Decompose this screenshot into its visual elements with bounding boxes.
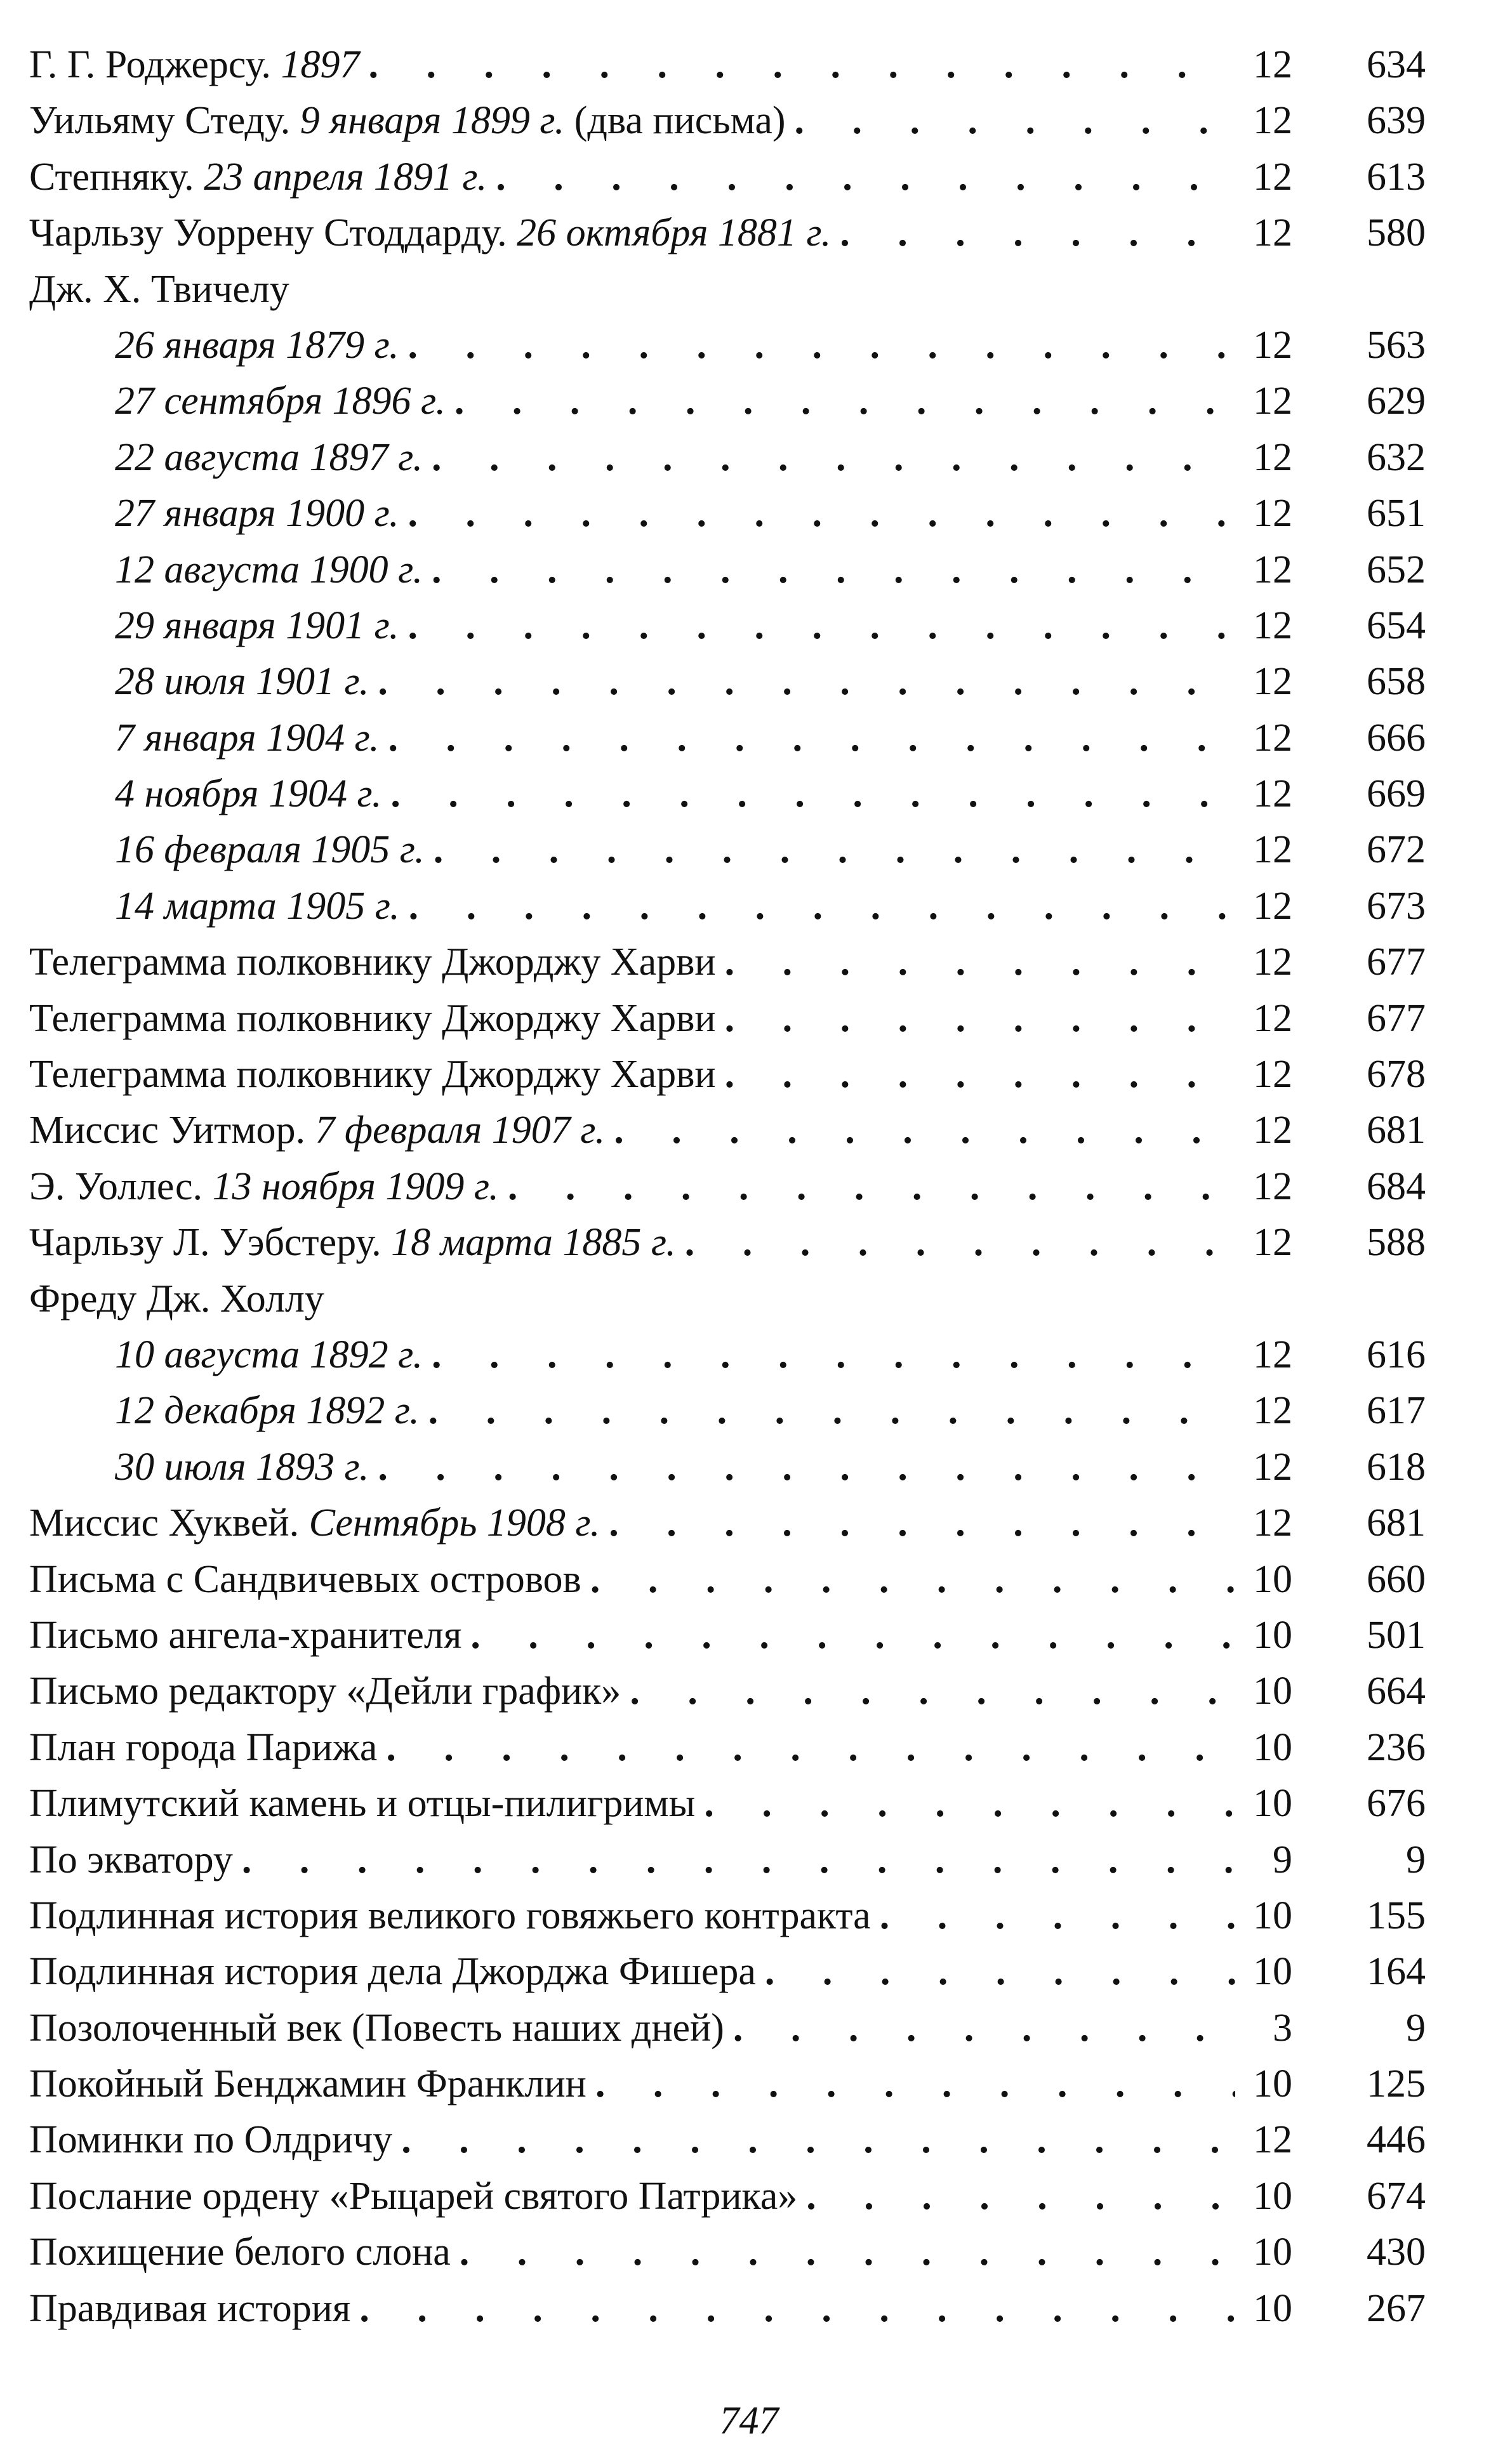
- entry-date: 12 декабря 1892 г.: [115, 1389, 420, 1433]
- entry-name: Э. Уоллес.: [29, 1164, 213, 1208]
- index-entry: [29, 2112, 1426, 2168]
- index-entry: [29, 1495, 1426, 1551]
- dot-leader: [600, 1495, 1235, 1551]
- volume-number: 12: [1253, 323, 1292, 367]
- page-reference: 9: [1406, 1838, 1426, 1881]
- page-reference: 580: [1367, 211, 1426, 255]
- index-entry: [29, 1383, 1426, 1439]
- page-reference: 588: [1367, 1221, 1426, 1265]
- entry-title: [115, 1383, 420, 1439]
- volume-number: 12: [1253, 1053, 1292, 1097]
- dot-leader: [446, 373, 1235, 429]
- index-entry: [29, 2168, 1426, 2224]
- entry-date: 4 ноября 1904 г.: [115, 772, 382, 816]
- dot-leader: [451, 2224, 1235, 2280]
- entry-title: [115, 317, 399, 373]
- dot-leader: [676, 1215, 1235, 1270]
- dot-leader: [461, 1607, 1235, 1663]
- page-reference: 430: [1367, 2230, 1426, 2274]
- page-reference: 613: [1367, 155, 1426, 199]
- entry-title: [115, 822, 425, 878]
- entry-title: [115, 1327, 423, 1383]
- dot-leader: [400, 878, 1235, 934]
- index-entry: [29, 93, 1426, 148]
- page-reference: 654: [1367, 603, 1426, 647]
- entry-date: 12 августа 1900 г.: [115, 548, 423, 591]
- dot-leader: [392, 2112, 1235, 2168]
- dot-leader: [399, 485, 1235, 541]
- page-reference: 678: [1367, 1053, 1426, 1097]
- entry-name: Плимутский камень и отцы-пилигримы: [29, 1782, 696, 1826]
- entry-date: 9 января 1899 г.: [300, 99, 565, 143]
- entry-date: 27 января 1900 г.: [115, 492, 399, 536]
- page-reference: 660: [1367, 1557, 1426, 1601]
- volume-number: 10: [1253, 1782, 1292, 1826]
- volume-number: 12: [1253, 603, 1292, 647]
- volume-number: 12: [1253, 379, 1292, 423]
- entry-name: Похищение белого слона: [29, 2230, 451, 2274]
- page-reference: 681: [1367, 1109, 1426, 1152]
- volume-number: 12: [1253, 660, 1292, 704]
- index-entry: [29, 485, 1426, 541]
- entry-date: 1897: [281, 43, 360, 86]
- volume-number: 12: [1253, 211, 1292, 255]
- volume-number: 12: [1253, 1445, 1292, 1489]
- index-entry: [29, 542, 1426, 598]
- entry-name: Степняку.: [29, 155, 204, 199]
- dot-leader: [871, 1888, 1235, 1944]
- entry-name: Покойный Бенджамин Франклин: [29, 2062, 587, 2106]
- index-entry: [29, 1832, 1426, 1888]
- entry-title: [115, 710, 379, 766]
- dot-leader: [605, 1102, 1235, 1158]
- volume-number: 9: [1273, 1838, 1292, 1881]
- volume-number: 10: [1253, 2230, 1292, 2274]
- page-reference: 669: [1367, 772, 1426, 816]
- dot-leader: [621, 1663, 1235, 1719]
- dot-leader: [423, 542, 1235, 598]
- page-reference: 639: [1367, 99, 1426, 143]
- page-reference: 632: [1367, 435, 1426, 479]
- index-entry: [29, 1944, 1426, 2000]
- entry-name: По экватору: [29, 1838, 233, 1881]
- index-entry: [29, 430, 1426, 485]
- entry-name: Письмо редактору «Дейли график»: [29, 1670, 621, 1713]
- volume-number: 10: [1253, 1613, 1292, 1657]
- index-entry: [29, 37, 1426, 93]
- entry-title: [29, 37, 359, 93]
- page-reference: 681: [1367, 1501, 1426, 1545]
- volume-number: 3: [1273, 2006, 1292, 2050]
- dot-leader: [423, 430, 1235, 485]
- volume-number: 10: [1253, 1725, 1292, 1769]
- index-entry: [29, 654, 1426, 709]
- entry-title: [115, 373, 446, 429]
- entry-date: 26 января 1879 г.: [115, 323, 399, 367]
- volume-number: 12: [1253, 1109, 1292, 1152]
- dot-leader: [233, 1832, 1235, 1888]
- entry-name: Правдивая история: [29, 2286, 351, 2330]
- page-reference: 677: [1367, 996, 1426, 1040]
- index-entry: [29, 878, 1426, 934]
- index-entry: [29, 149, 1426, 205]
- volume-number: 12: [1253, 2118, 1292, 2162]
- entry-title: [29, 2056, 587, 2112]
- entry-title: [29, 934, 716, 990]
- entry-title: [29, 1271, 324, 1327]
- entry-title: [29, 1495, 600, 1551]
- entry-title: [29, 1215, 676, 1270]
- volume-number: 12: [1253, 99, 1292, 143]
- entry-date: 26 октября 1881 г.: [517, 211, 832, 255]
- index-entry: [29, 1327, 1426, 1383]
- dot-leader: [756, 1944, 1235, 2000]
- page-reference: 155: [1367, 1894, 1426, 1937]
- entry-title: [29, 1046, 716, 1102]
- page-reference: 629: [1367, 379, 1426, 423]
- page-reference: 676: [1367, 1782, 1426, 1826]
- entry-name: Миссис Хуквей.: [29, 1501, 309, 1545]
- volume-number: 12: [1253, 716, 1292, 760]
- entry-title: [29, 1159, 499, 1215]
- page-reference: 652: [1367, 548, 1426, 591]
- volume-number: 12: [1253, 435, 1292, 479]
- entry-title: [29, 1663, 621, 1719]
- entry-title: [29, 1888, 871, 1944]
- entry-title: [29, 2224, 451, 2280]
- index-entry: [29, 1271, 1426, 1327]
- entry-name: Телеграмма полковнику Джорджу Харви: [29, 1053, 716, 1097]
- entry-title: [29, 1944, 756, 2000]
- volume-number: 12: [1253, 155, 1292, 199]
- entry-name: Чарльзу Уоррену Стоддарду.: [29, 211, 517, 255]
- entry-date: Сентябрь 1908 г.: [308, 1501, 600, 1545]
- volume-number: 12: [1253, 940, 1292, 984]
- index-entry: [29, 317, 1426, 373]
- index-entry: [29, 2000, 1426, 2056]
- page-reference: 674: [1367, 2174, 1426, 2218]
- volume-number: 10: [1253, 2286, 1292, 2330]
- index-entry: [29, 1888, 1426, 1944]
- entry-name: Послание ордену «Рыцарей святого Патрика»: [29, 2174, 798, 2218]
- index-entry: [29, 1720, 1426, 1776]
- volume-number: 10: [1253, 2062, 1292, 2106]
- volume-number: 12: [1253, 828, 1292, 872]
- volume-number: 12: [1253, 1164, 1292, 1208]
- entry-name: Письмо ангела-хранителя: [29, 1613, 462, 1657]
- index-entry: [29, 2224, 1426, 2280]
- entry-date: 29 января 1901 г.: [115, 603, 399, 647]
- entry-title: [29, 1720, 377, 1776]
- volume-number: 10: [1253, 1950, 1292, 1994]
- entry-name: Уильяму Стеду.: [29, 99, 300, 143]
- entry-title: [29, 1832, 233, 1888]
- volume-number: 12: [1253, 1501, 1292, 1545]
- entry-title: [29, 2112, 392, 2168]
- index-entry: [29, 1102, 1426, 1158]
- page-reference: 664: [1367, 1670, 1426, 1713]
- index-entry: [29, 598, 1426, 654]
- entry-title: [115, 485, 399, 541]
- page-reference: 684: [1367, 1164, 1426, 1208]
- entry-title: [29, 205, 831, 261]
- entry-name: Письма с Сандвичевых островов: [29, 1557, 581, 1601]
- entry-date: 13 ноября 1909 г.: [212, 1164, 499, 1208]
- entry-date: 7 февраля 1907 г.: [315, 1109, 606, 1152]
- dot-leader: [369, 654, 1235, 709]
- entry-title: [29, 1776, 695, 1831]
- dot-leader: [359, 37, 1235, 93]
- index-entry-list: [29, 37, 1426, 2336]
- index-entry: [29, 1215, 1426, 1270]
- page-reference: 651: [1367, 492, 1426, 536]
- entry-name: Подлинная история великого говяжьего контракта: [29, 1894, 871, 1937]
- entry-date: 7 января 1904 г.: [115, 716, 380, 760]
- entry-date: 23 апреля 1891 г.: [204, 155, 487, 199]
- page-reference: 677: [1367, 940, 1426, 984]
- page-reference: 666: [1367, 716, 1426, 760]
- dot-leader: [423, 1327, 1235, 1383]
- entry-title: [29, 93, 786, 148]
- page-reference: 267: [1367, 2286, 1426, 2330]
- dot-leader: [716, 934, 1235, 990]
- dot-leader: [581, 1552, 1235, 1607]
- entry-date: 22 августа 1897 г.: [115, 435, 423, 479]
- entry-title: [115, 878, 400, 934]
- page-reference: 9: [1406, 2006, 1426, 2050]
- entry-title: [29, 1102, 605, 1158]
- volume-number: 10: [1253, 1894, 1292, 1937]
- page-reference: 618: [1367, 1445, 1426, 1489]
- page-reference: 634: [1367, 43, 1426, 86]
- entry-name: Фреду Дж. Холлу: [29, 1277, 324, 1321]
- dot-leader: [499, 1159, 1235, 1215]
- dot-leader: [399, 598, 1235, 654]
- volume-number: 10: [1253, 1557, 1292, 1601]
- volume-number: 10: [1253, 1670, 1292, 1713]
- page-reference: 658: [1367, 660, 1426, 704]
- dot-leader: [786, 93, 1235, 148]
- index-entry: [29, 1607, 1426, 1663]
- entry-title: [29, 149, 487, 205]
- dot-leader: [716, 991, 1235, 1046]
- page-reference: 617: [1367, 1389, 1426, 1433]
- index-entry: [29, 261, 1426, 317]
- page-reference: 672: [1367, 828, 1426, 872]
- entry-date: 14 марта 1905 г.: [115, 884, 400, 928]
- entry-date: 27 сентября 1896 г.: [115, 379, 446, 423]
- index-entry: [29, 2281, 1426, 2336]
- index-entry: [29, 991, 1426, 1046]
- entry-title: [115, 654, 369, 709]
- entry-title: [29, 1607, 461, 1663]
- dot-leader: [425, 822, 1235, 878]
- entry-name: Дж. X. Твичелу: [29, 267, 289, 311]
- page-reference: 673: [1367, 884, 1426, 928]
- index-entry: [29, 766, 1426, 822]
- dot-leader: [797, 2168, 1235, 2224]
- dot-leader: [695, 1776, 1235, 1831]
- dot-leader: [379, 710, 1235, 766]
- entry-title: [115, 1439, 369, 1495]
- dot-leader: [350, 2281, 1235, 2336]
- dot-leader: [724, 2000, 1235, 2056]
- volume-number: 12: [1253, 43, 1292, 86]
- entry-title: [29, 2281, 350, 2336]
- volume-number: 12: [1253, 492, 1292, 536]
- entry-name: Позолоченный век (Повесть наших дней): [29, 2006, 724, 2050]
- volume-number: 12: [1253, 1389, 1292, 1433]
- dot-leader: [377, 1720, 1235, 1776]
- index-entry: [29, 1663, 1426, 1719]
- index-entry: [29, 1776, 1426, 1831]
- index-entry: [29, 1159, 1426, 1215]
- entry-title: [29, 261, 289, 317]
- page-reference: 563: [1367, 323, 1426, 367]
- entry-name: Г. Г. Роджерсу.: [29, 43, 281, 86]
- entry-title: [29, 2000, 724, 2056]
- page-reference: 125: [1367, 2062, 1426, 2106]
- entry-title: [29, 991, 716, 1046]
- dot-leader: [487, 149, 1235, 205]
- entry-name: Телеграмма полковнику Джорджу Харви: [29, 996, 716, 1040]
- dot-leader: [381, 766, 1235, 822]
- volume-number: 12: [1253, 1333, 1292, 1376]
- index-entry: [29, 1046, 1426, 1102]
- index-entry: [29, 1439, 1426, 1495]
- entry-date: 18 марта 1885 г.: [391, 1221, 676, 1265]
- index-entry: [29, 934, 1426, 990]
- volume-number: 10: [1253, 2174, 1292, 2218]
- volume-number: 12: [1253, 1221, 1292, 1265]
- page-reference: 164: [1367, 1950, 1426, 1994]
- index-entry: [29, 2056, 1426, 2112]
- entry-note: (два письма): [564, 99, 786, 143]
- index-entry: [29, 710, 1426, 766]
- page-reference: 616: [1367, 1333, 1426, 1376]
- entry-date: 16 февраля 1905 г.: [115, 828, 425, 872]
- volume-number: 12: [1253, 772, 1292, 816]
- entry-date: 10 августа 1892 г.: [115, 1333, 423, 1376]
- dot-leader: [716, 1046, 1235, 1102]
- entry-name: План города Парижа: [29, 1725, 378, 1769]
- volume-number: 12: [1253, 548, 1292, 591]
- entry-title: [115, 542, 423, 598]
- dot-leader: [420, 1383, 1235, 1439]
- dot-leader: [369, 1439, 1235, 1495]
- entry-title: [29, 1552, 581, 1607]
- dot-leader: [399, 317, 1235, 373]
- entry-title: [29, 2168, 797, 2224]
- entry-name: Телеграмма полковнику Джорджу Харви: [29, 940, 716, 984]
- index-entry: [29, 1552, 1426, 1607]
- index-entry: [29, 205, 1426, 261]
- index-entry: [29, 822, 1426, 878]
- page-reference: 236: [1367, 1725, 1426, 1769]
- entry-name: Подлинная история дела Джорджа Фишера: [29, 1950, 756, 1994]
- entry-name: Поминки по Олдричу: [29, 2118, 393, 2162]
- entry-date: 28 июля 1901 г.: [115, 660, 369, 704]
- volume-number: 12: [1253, 996, 1292, 1040]
- page-reference: 446: [1367, 2118, 1426, 2162]
- volume-number: 12: [1253, 884, 1292, 928]
- entry-date: 30 июля 1893 г.: [115, 1445, 369, 1489]
- page-number: 747: [719, 2399, 779, 2442]
- entry-name: Чарльзу Л. Уэбстеру.: [29, 1221, 392, 1265]
- dot-leader: [587, 2056, 1235, 2112]
- entry-title: [115, 766, 381, 822]
- page-reference: 501: [1367, 1613, 1426, 1657]
- dot-leader: [831, 205, 1235, 261]
- entry-title: [115, 598, 399, 654]
- entry-title: [115, 430, 423, 485]
- index-entry: [29, 373, 1426, 429]
- entry-name: Миссис Уитмор.: [29, 1109, 315, 1152]
